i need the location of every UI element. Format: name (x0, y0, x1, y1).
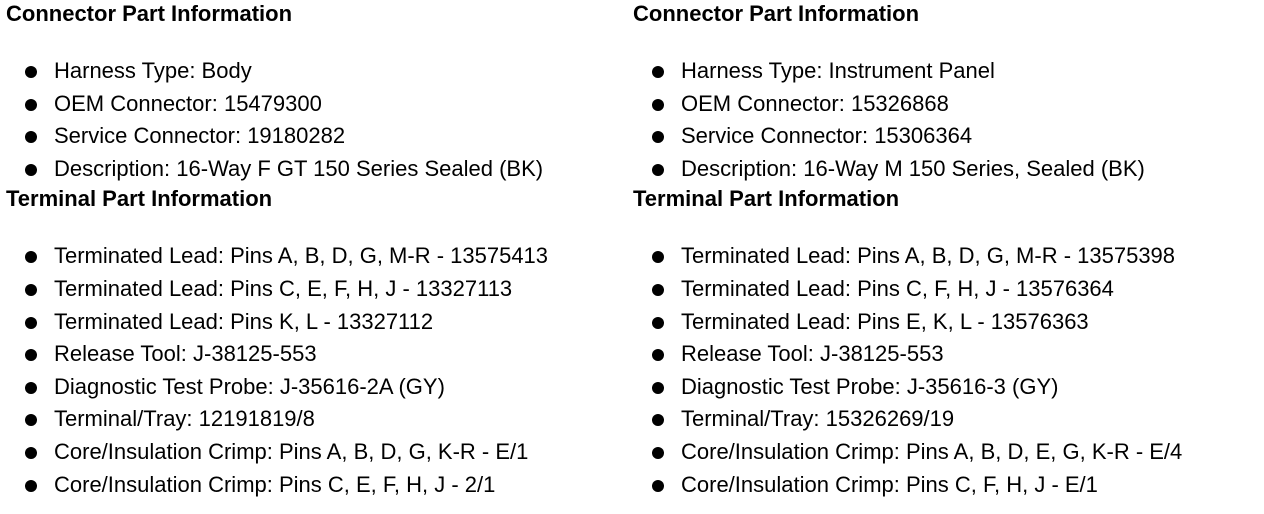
list-item (633, 371, 1258, 404)
bullet-icon (652, 284, 664, 296)
list-item-text: Terminated Lead: Pins C, E, F, H, J - 13327113 (54, 275, 513, 301)
list-item (633, 436, 1258, 469)
list-item-text: Core/Insulation Crimp: Pins A, B, D, G, K-R - E/1 (54, 438, 529, 464)
list-item-text: Diagnostic Test Probe: J-35616-3 (GY) (681, 373, 1059, 399)
list-item (6, 55, 626, 88)
terminal-heading-right: Terminal Part Information (633, 186, 900, 212)
list-item (6, 371, 626, 404)
list-item-text: OEM Connector: 15479300 (54, 90, 322, 116)
list-item (633, 153, 1258, 186)
list-item-text: Core/Insulation Crimp: Pins C, F, H, J - E/1 (681, 471, 1098, 497)
connector-list-right (633, 55, 1258, 185)
list-item-text: Release Tool: J-38125-553 (681, 341, 944, 367)
bullet-icon (25, 66, 37, 78)
list-item (6, 120, 626, 153)
list-item-text: Terminated Lead: Pins A, B, D, G, M-R - 13575413 (54, 243, 549, 269)
list-item (633, 120, 1258, 153)
list-item-text: Harness Type: Instrument Panel (681, 58, 995, 83)
bullet-icon (652, 382, 664, 394)
bullet-icon (25, 349, 37, 361)
bullet-icon (25, 251, 37, 263)
bullet-icon (652, 447, 664, 459)
connector-list-left (6, 55, 626, 185)
bullet-icon (652, 349, 664, 361)
right-column (633, 0, 1258, 501)
list-item-text: Description: 16-Way F GT 150 Series Sealed (BK) (54, 155, 544, 181)
list-item-text: Core/Insulation Crimp: Pins C, E, F, H, J - 2/1 (54, 471, 496, 497)
list-item-text: OEM Connector: 15326868 (681, 90, 949, 116)
bullet-icon (25, 480, 37, 492)
list-item (6, 273, 626, 306)
bullet-icon (25, 284, 37, 296)
list-item (633, 88, 1258, 121)
terminal-heading-left: Terminal Part Information (6, 186, 273, 212)
list-item (6, 306, 626, 339)
list-item (6, 403, 626, 436)
connector-heading-left: Connector Part Information (6, 1, 293, 26)
bullet-icon (652, 131, 664, 143)
list-item (6, 240, 626, 273)
list-item-text: Release Tool: J-38125-553 (54, 341, 317, 367)
list-item-text: Terminal/Tray: 12191819/8 (54, 406, 315, 432)
list-item-text: Diagnostic Test Probe: J-35616-2A (GY) (54, 373, 445, 399)
left-column (6, 0, 626, 501)
bullet-icon (652, 251, 664, 263)
list-item-text: Terminated Lead: Pins A, B, D, G, M-R - 13575398 (681, 243, 1176, 269)
list-item (633, 469, 1258, 502)
list-item-text: Terminal/Tray: 15326269/19 (681, 406, 955, 432)
bullet-icon (25, 414, 37, 426)
list-item-text: Service Connector: 19180282 (54, 123, 346, 149)
list-item (6, 88, 626, 121)
terminal-list-right (633, 240, 1258, 501)
bullet-icon (25, 99, 37, 111)
list-item (633, 55, 1258, 88)
list-item-text: Core/Insulation Crimp: Pins A, B, D, E, G, K-R - E/4 (681, 438, 1183, 464)
list-item-text: Terminated Lead: Pins E, K, L - 13576363 (681, 308, 1089, 334)
bullet-icon (652, 414, 664, 426)
list-item (6, 436, 626, 469)
list-item-text: Service Connector: 15306364 (681, 123, 973, 149)
bullet-icon (25, 164, 37, 176)
list-item (633, 403, 1258, 436)
list-item-text: Description: 16-Way M 150 Series, Sealed (BK) (681, 155, 1145, 181)
list-item-text: Harness Type: Body (54, 58, 252, 83)
list-item (6, 469, 626, 502)
list-item (6, 338, 626, 371)
list-item-text: Terminated Lead: Pins K, L - 13327112 (54, 308, 434, 334)
list-item (633, 240, 1258, 273)
bullet-icon (652, 66, 664, 78)
connector-heading-right: Connector Part Information (633, 1, 920, 26)
bullet-icon (652, 164, 664, 176)
bullet-icon (25, 131, 37, 143)
bullet-icon (25, 447, 37, 459)
bullet-icon (652, 99, 664, 111)
list-item (6, 153, 626, 186)
list-item-text: Terminated Lead: Pins C, F, H, J - 13576364 (681, 275, 1114, 301)
bullet-icon (652, 480, 664, 492)
list-item (633, 273, 1258, 306)
bullet-icon (25, 317, 37, 329)
bullet-icon (25, 382, 37, 394)
bullet-icon (652, 317, 664, 329)
list-item (633, 338, 1258, 371)
terminal-list-left (6, 240, 626, 501)
list-item (633, 306, 1258, 339)
